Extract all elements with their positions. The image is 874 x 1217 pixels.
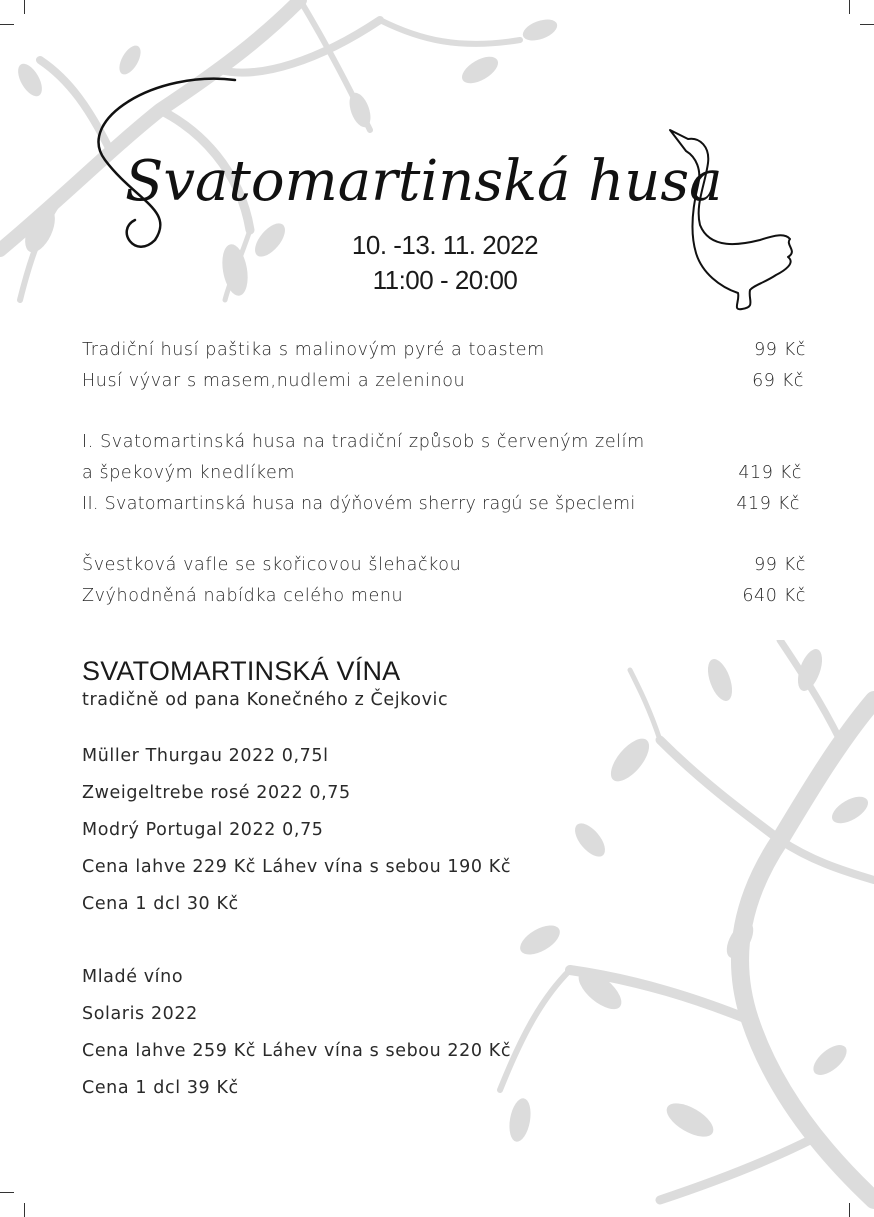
menu-item-price: 69 Kč [752,371,804,391]
wine-line: Cena 1 dcl 30 Kč [82,894,239,914]
menu-item [82,459,806,487]
menu-item-name: Zvýhodněná nabídka celého menu [82,586,404,606]
menu-item-name: I. Svatomartinská husa na tradiční způsob s červeným zelím [82,432,645,452]
crop-mark [24,1203,25,1217]
wine-line: Mladé víno [82,967,184,987]
menu-item-name: Švestková vafle se skořicovou šlehačkou [82,555,462,575]
menu-item-price: 419 Kč [738,463,802,483]
wine-line: Müller Thurgau 2022 0,75l [82,746,329,766]
tree-branch-decoration [480,640,874,1217]
wines-subtitle: tradičně od pana Konečného z Čejkovic [82,690,449,710]
menu-item-name: a špekovým knedlíkem [82,463,295,483]
event-dates: 10. -13. 11. 2022 [351,230,539,260]
menu-item-price: 419 Kč [736,494,800,514]
wine-line: Cena lahve 229 Kč Láhev vína s sebou 190 Kč [82,857,512,877]
crop-mark [849,0,850,14]
menu-item-name: Husí vývar s masem,nudlemi a zeleninou [82,371,466,391]
menu-item [82,551,806,579]
wine-line: Solaris 2022 [82,1004,198,1024]
wine-line: Modrý Portugal 2022 0,75 [82,820,324,840]
crop-mark [860,24,874,25]
menu-item [82,367,806,395]
crop-mark [0,1192,14,1193]
menu-item-price: 99 Kč [754,555,806,575]
goose-illustration [660,125,810,320]
title-text: Svatomartinská husa [125,149,723,214]
wine-line: Cena lahve 259 Kč Láhev vína s sebou 220 Kč [82,1041,512,1061]
wine-line: Zweigeltrebe rosé 2022 0,75 [82,783,351,803]
menu-item [82,490,806,518]
menu-item [82,582,806,610]
menu-item-name: II. Svatomartinská husa na dýňovém sherry ragú se špeclemi [82,494,636,514]
wine-line: Cena 1 dcl 39 Kč [82,1078,239,1098]
menu-item-name: Tradiční husí paštika s malinovým pyré a toastem [82,340,545,360]
menu-item-price: 640 Kč [742,586,806,606]
menu-item [82,336,806,364]
menu-item [82,428,806,456]
event-hours: 11:00 - 20:00 [372,265,518,295]
wines-heading: SVATOMARTINSKÁ VÍNA [82,656,401,686]
menu-item-price: 99 Kč [754,340,806,360]
